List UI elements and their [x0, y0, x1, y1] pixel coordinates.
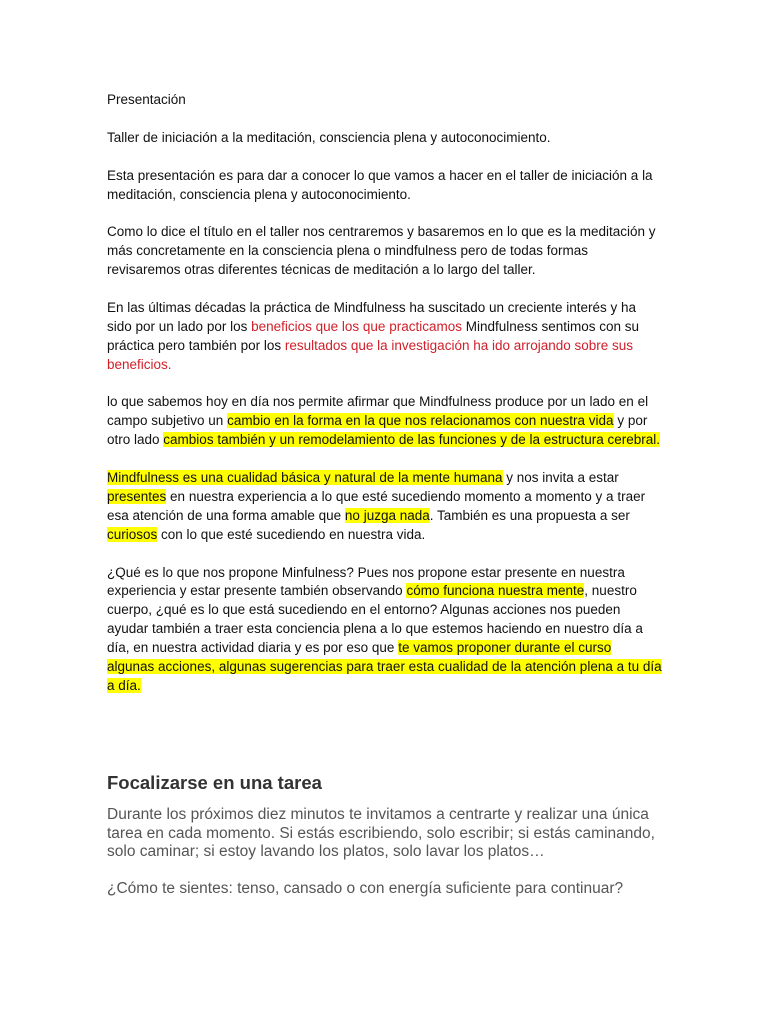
text-run: y por otro lado: [107, 413, 648, 448]
paragraph-benefits: [107, 299, 662, 375]
highlighted-text-run: curiosos: [107, 526, 158, 542]
text-run: lo que sabemos hoy en día nos permite afirmar que Mindfulness produce por un lado en el campo subjetivo un: [107, 394, 649, 429]
text-run: con lo que esté sucediendo en nuestra vida.: [157, 526, 426, 542]
section-question: ¿Cómo te sientes: tenso, cansado o con energía suficiente para continuar?: [107, 880, 624, 897]
text-run: . También es una propuesta a ser: [429, 507, 630, 523]
paragraph-intro: Esta presentación es para dar a conocer lo que vamos a hacer en el taller de iniciación a la meditación, consciencia plena y autoconocimiento.: [107, 167, 653, 202]
text-run: y nos invita a estar: [502, 470, 619, 486]
red-text-run: beneficios que los que practicamos: [251, 318, 462, 334]
highlighted-text-run: te vamos proponer durante el curso algunas acciones, algunas sugerencias para traer esta cualidad de la atención plena a tu día a día.: [107, 640, 662, 693]
highlighted-text-run: cambio en la forma en la que nos relacionamos con nuestra vida: [227, 413, 614, 429]
highlighted-text-run: no juzga nada: [344, 507, 430, 523]
highlighted-text-run: cambios también y un remodelamiento de las funciones y de la estructura cerebral.: [163, 432, 661, 448]
section-title: Focalizarse en una tarea: [107, 772, 322, 793]
paragraph-mindfulness-quality: [107, 469, 662, 545]
highlighted-text-run: Mindfulness es una cualidad básica y natural de la mente humana: [107, 470, 503, 486]
paragraph-what-proposes: [107, 564, 662, 696]
section-body: [107, 806, 667, 917]
paragraph-what-we-know: [107, 393, 662, 450]
paragraph-title-explanation: Como lo dice el título en el taller nos centraremos y basaremos en lo que es la meditación y más concretamente en la consciencia plena o mindfulness pero de todas formas revisaremos otras diferentes técnicas de meditación a lo largo del taller.: [107, 224, 656, 278]
text-run: , nuestro cuerpo, ¿qué es lo que está sucediendo en el entorno? Algunas acciones nos pueden ayudar también a traer esta conciencia plena a lo que estemos haciendo en nuestro día a día, en nuestra actividad diaria y es por eso que: [107, 583, 643, 656]
text-run: ¿Qué es lo que nos propone Minfulness? Pues nos propone estar presente en nuestra experiencia y estar presente también observando: [107, 564, 625, 599]
document-body: [107, 91, 662, 715]
text-run: En las últimas décadas la práctica de Mindfulness ha suscitado un creciente interés y ha sido por un lado por los: [107, 299, 637, 334]
highlighted-text-run: presentes: [107, 488, 167, 504]
text-run: Mindfulness sentimos con su práctica pero también por los: [107, 318, 640, 353]
doc-subtitle: Taller de iniciación a la meditación, consciencia plena y autoconocimiento.: [107, 129, 551, 145]
section-paragraph: Durante los próximos diez minutos te invitamos a centrarte y realizar una única tarea en cada momento. Si estás escribiendo, solo escribir; si estás caminando, solo caminar; si estoy lavando los platos, solo lavar los platos…: [107, 806, 655, 860]
text-run: en nuestra experiencia a lo que esté sucediendo momento a momento y a traer esa atención de una forma amable que: [107, 488, 646, 523]
highlighted-text-run: cómo funciona nuestra mente: [406, 583, 585, 599]
doc-heading: Presentación: [107, 92, 186, 107]
red-text-run: resultados que la investigación ha ido arrojando sobre sus beneficios.: [107, 337, 634, 372]
